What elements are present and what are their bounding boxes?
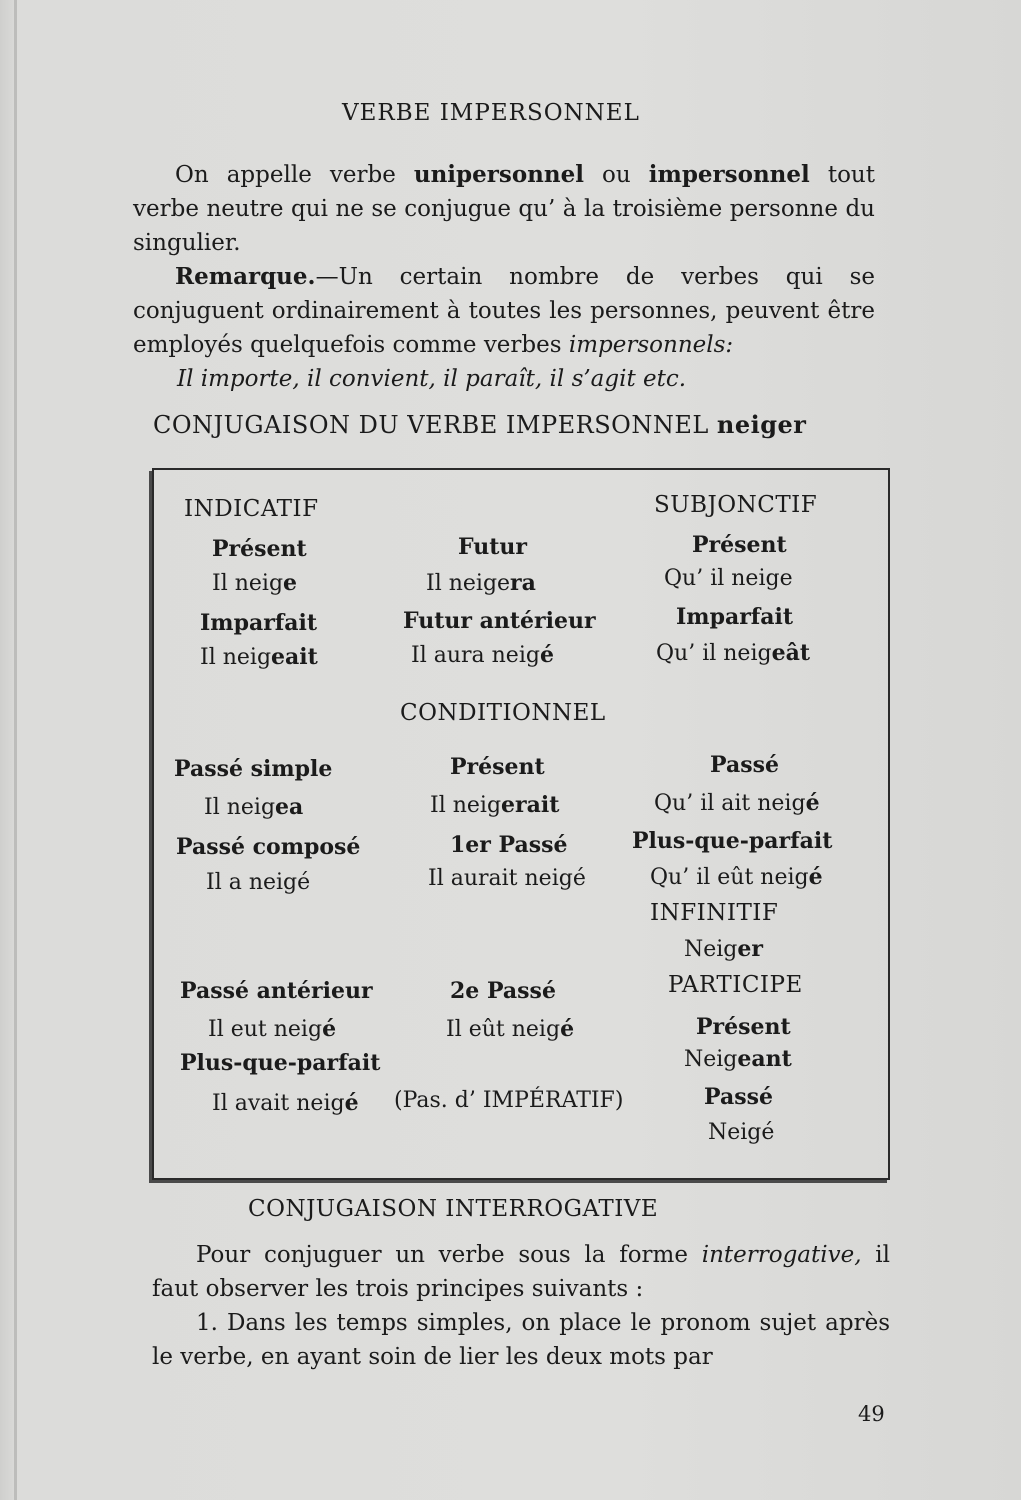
futur-form: Il neigera [426,570,536,596]
plus-que-parfait-tense: Plus-que-parfait [180,1050,381,1076]
passe-compose-tense: Passé composé [176,834,361,860]
part-present-form: Neigeant [684,1046,792,1072]
passe-anterieur-tense: Passé antérieur [180,978,373,1004]
mood-conditionnel: CONDITIONNEL [400,700,606,726]
plus-que-parfait-form: Il avait neigé [212,1090,359,1116]
passe-anterieur-form: Il eut neigé [208,1016,337,1042]
definition-text-2: ou [583,162,649,188]
definition-text-1: On appelle verbe [175,162,414,188]
conjugation-heading-text: CONJUGAISON DU VERBE IMPERSONNEL [153,411,717,439]
remark-text: —Un certain nombre de verbes qui se conjuguent ordinairement à toutes les personnes, peuvent être employés quelquefois comme verbes [133,264,875,358]
infinitif-form: Neiger [684,936,763,962]
term-unipersonnel: unipersonnel [413,161,584,188]
examples-line: Il importe, il convient, il paraît, il s’agit etc. [177,366,687,392]
interrogative-block [152,1238,890,1374]
conjugation-heading [153,410,806,439]
remark-paragraph [133,260,875,362]
pas-imperatif-note: (Pas. d’ IMPÉRATIF) [394,1088,624,1113]
definition-block [133,158,875,396]
ind-imparfait-form: Il neigeait [200,644,318,670]
section-title: VERBE IMPERSONNEL [342,100,640,126]
ind-present-tense: Présent [212,536,307,562]
definition-paragraph [133,158,875,260]
cond-1er-passe-form: Il aurait neigé [428,866,586,891]
cond-present-tense: Présent [450,754,545,780]
sub-imparfait-tense: Imparfait [676,604,794,630]
part-passe-tense: Passé [704,1084,773,1110]
sub-imparfait-form: Qu’ il neigeât [656,640,810,666]
futur-tense: Futur [458,534,527,560]
ind-imparfait-tense: Imparfait [200,610,318,636]
remark-italic: impersonnels: [568,332,734,358]
cond-2e-passe-tense: 2e Passé [450,978,556,1004]
sub-present-form: Qu’ il neige [664,566,793,591]
definition-text-3: tout verbe neutre qui ne se conjugue qu’ à la troisième personne du singulier. [133,162,875,256]
mood-infinitif: INFINITIF [650,900,779,926]
sub-passe-tense: Passé [710,752,779,778]
interrogative-intro [152,1238,890,1306]
interrogative-heading: CONJUGAISON INTERROGATIVE [248,1196,659,1222]
conjugation-table [152,468,890,1180]
passe-compose-form: Il a neigé [206,870,311,895]
principle-1: 1. Dans les temps simples, on place le pronom sujet après le verbe, en ayant soin de lier les deux mots par [152,1310,890,1370]
page-gutter-line [14,0,17,1500]
conjugation-verb: neiger [716,410,807,439]
passe-simple-form: Il neigea [204,794,304,820]
mood-subjonctif: SUBJONCTIF [654,492,818,518]
term-impersonnel: impersonnel [648,161,810,188]
sub-plus-que-parfait-tense: Plus-que-parfait [632,828,833,854]
interrogative-intro-italic: interrogative, [701,1242,862,1268]
mood-indicatif: INDICATIF [184,496,319,522]
interrogative-intro-text: Pour conjuguer un verbe sous la forme [196,1242,702,1268]
sub-plus-que-parfait-form: Qu’ il eût neigé [650,864,823,890]
cond-1er-passe-tense: 1er Passé [450,832,568,858]
page-number: 49 [858,1402,885,1426]
interrogative-intro-text-2: il faut observer les trois principes suivants : [152,1242,890,1302]
futur-anterieur-tense: Futur antérieur [403,608,596,634]
mood-participe: PARTICIPE [668,972,803,998]
part-passe-form: Neigé [708,1120,775,1145]
ind-present-form: Il neige [212,570,298,596]
futur-anterieur-form: Il aura neigé [411,642,554,668]
sub-passe-form: Qu’ il ait neigé [654,790,820,816]
cond-present-form: Il neigerait [430,792,560,818]
passe-simple-tense: Passé simple [174,756,333,782]
part-present-tense: Présent [696,1014,791,1040]
sub-present-tense: Présent [692,532,787,558]
cond-2e-passe-form: Il eût neigé [446,1016,575,1042]
remark-label: Remarque. [175,263,316,290]
